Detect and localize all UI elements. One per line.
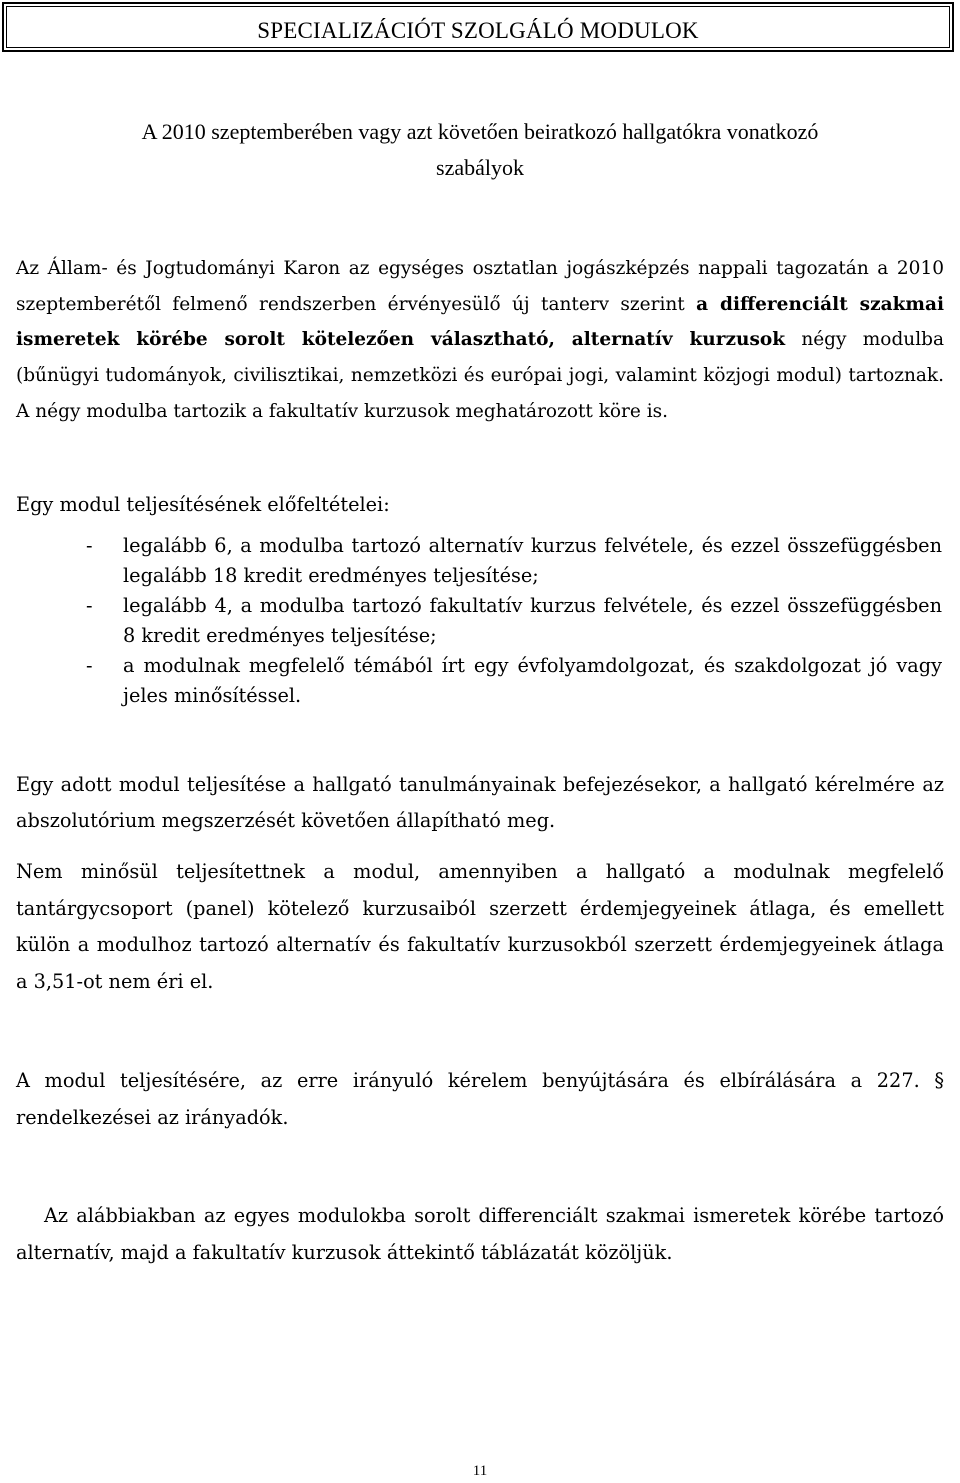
regulation-paragraph: A modul teljesítésére, az erre irányuló kérelem benyújtására és elbírálására a 227. § rendelkezései az irányadók. <box>16 1069 944 1129</box>
list-bullet: - <box>86 594 93 617</box>
list-item <box>16 651 944 711</box>
list-item <box>16 591 944 651</box>
overview-paragraph: Az alábbiakban az egyes modulokba sorolt differenciált szakmai ismeretek körébe tartozó alternatív, majd a fakultatív kurzusok áttekintő táblázatát közöljük. <box>16 1204 944 1264</box>
section-subtitle <box>20 114 940 186</box>
prerequisites-heading: Egy modul teljesítésének előfeltételei: <box>16 493 390 516</box>
page-number: 11 <box>472 1463 488 1479</box>
subtitle-line-1: A 2010 szeptemberében vagy azt követően beiratkozó hallgatókra vonatkozó <box>141 119 819 144</box>
intro-bold: a differenciált szakmai ismeretek körébe sorolt kötelezően választható, alternatív kurzusok <box>16 293 944 351</box>
page-title: SPECIALIZÁCIÓT SZOLGÁLÓ MODULOK <box>257 18 699 43</box>
completion-paragraph: Egy adott modul teljesítése a hallgató tanulmányainak befejezésekor, a hallgató kérelmére az abszolutórium megszerzését követően állapítható meg. <box>16 773 944 832</box>
page-header-box <box>2 2 954 52</box>
list-item <box>16 531 944 591</box>
list-item-text: legalább 4, a modulba tartozó fakultatív kurzus felvétele, és ezzel összefüggésben 8 kredit eredményes teljesítése; <box>123 594 942 647</box>
intro-paragraph <box>16 251 944 430</box>
list-bullet: - <box>86 654 93 677</box>
intro-text-b: négy modulba (bűnügyi tudományok, civilisztikai, nemzetközi és európai jogi, valamint közjogi modul) tartoznak. A négy modulba tartozik a fakultatív kurzusok meghatározott köre is. <box>16 329 944 422</box>
subtitle-line-2: szabályok <box>436 155 524 180</box>
prerequisites-list <box>16 531 944 711</box>
intro-text-a: Az Állam- és Jogtudományi Karon az egységes osztatlan jogászképzés nappali tagozatán a 2010 szeptemberétől felmenő rendszerben érvényesülő új tanterv szerint <box>16 258 944 315</box>
list-item-text: legalább 6, a modulba tartozó alternatív kurzus felvétele, és ezzel összefüggésben legalább 18 kredit eredményes teljesítése; <box>123 534 942 587</box>
list-bullet: - <box>86 534 93 557</box>
not-completed-paragraph: Nem minősül teljesítettnek a modul, amennyiben a hallgató a modulnak megfelelő tantárgycsoport (panel) kötelező kurzusaiból szerzett érdemjegyeinek átlaga, és emellett külön a modulhoz tartozó alternatív és fakultatív kurzusokból szerzett érdemjegyeinek átlaga a 3,51-ot nem éri el. <box>16 860 944 993</box>
list-item-text: a modulnak megfelelő témából írt egy évfolyamdolgozat, és szakdolgozat jó vagy jeles minősítéssel. <box>123 654 942 707</box>
